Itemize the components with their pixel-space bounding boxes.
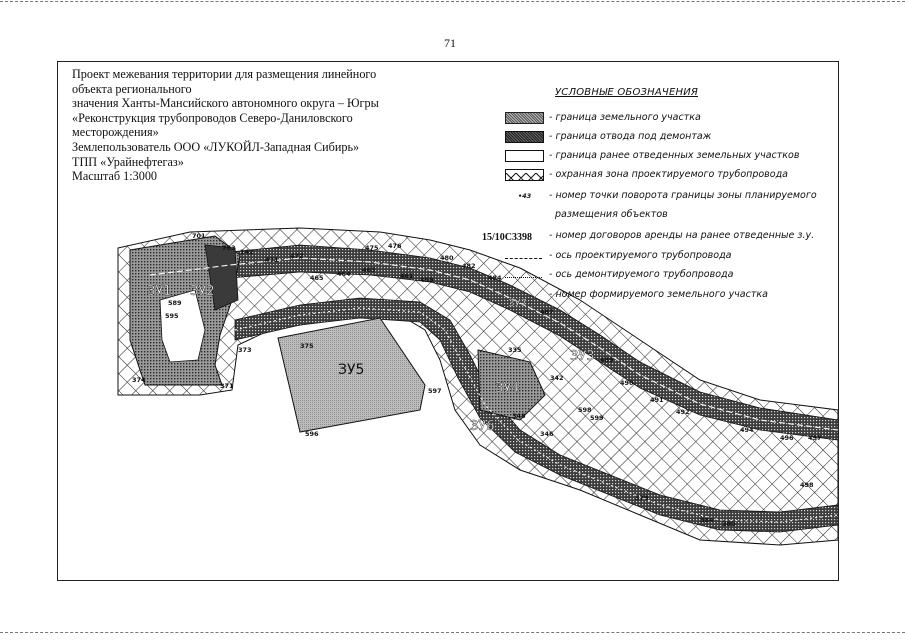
previous-allotment-boundary-symbol bbox=[505, 150, 544, 162]
point-label: 701 bbox=[192, 232, 206, 240]
point-label: 472 bbox=[290, 252, 304, 260]
plot-label-zu5: ЗУ5 bbox=[338, 362, 365, 378]
point-label: 459 bbox=[420, 276, 434, 284]
scan-edge-top bbox=[0, 1, 905, 4]
crosshatch-icon bbox=[506, 173, 543, 181]
point-label: 465 bbox=[310, 274, 324, 282]
legend-item-projected-axis: - ось проектируемого трубопровода bbox=[549, 250, 732, 261]
point-label: 487 bbox=[540, 308, 554, 316]
point-label: 476 bbox=[388, 242, 402, 250]
legend-title: УСЛОВНЫЕ ОБОЗНАЧЕНИЯ bbox=[555, 87, 699, 98]
protection-zone-symbol bbox=[505, 169, 544, 181]
point-label: 371 bbox=[220, 382, 234, 390]
point-label: 498 bbox=[800, 481, 814, 489]
land-plot-boundary-symbol bbox=[505, 112, 544, 124]
point-label: 491 bbox=[650, 396, 664, 404]
point-label: 342 bbox=[550, 374, 564, 382]
plot-label-zu6: ЗУ6 bbox=[470, 419, 495, 434]
title-block bbox=[72, 67, 432, 184]
scan-edge-bottom bbox=[0, 632, 905, 635]
turn-point-symbol: •43 bbox=[518, 192, 532, 200]
title-line: значения Ханты-Мансийского автономного округа – Югры bbox=[72, 96, 379, 111]
legend-item-land-plot: - граница земельного участка bbox=[549, 112, 701, 123]
point-label: 494 bbox=[740, 426, 754, 434]
point-label: 348 bbox=[512, 412, 526, 420]
title-line: объекта регионального bbox=[72, 81, 192, 96]
plot-label-zu2: ЗУ2 bbox=[190, 284, 215, 299]
projected-axis-symbol bbox=[505, 258, 542, 259]
point-label: 380 bbox=[722, 520, 736, 528]
point-label: 142 bbox=[240, 248, 254, 256]
point-label: 471 bbox=[265, 256, 279, 264]
point-label: 461 bbox=[400, 272, 414, 280]
lease-number-symbol: 15/10С3398 bbox=[482, 232, 532, 243]
point-label: 492 bbox=[676, 408, 690, 416]
point-label: 346 bbox=[540, 430, 554, 438]
title-line: ТПП «Урайнефтегаз» bbox=[72, 154, 184, 169]
dismantling-boundary-symbol bbox=[505, 131, 544, 143]
dismantled-axis-symbol bbox=[505, 277, 542, 278]
point-label: 482 bbox=[462, 262, 476, 270]
point-label: 463 bbox=[362, 266, 376, 274]
point-label: 484 bbox=[488, 274, 502, 282]
title-line: Проект межевания территории для размещения линейного bbox=[72, 67, 377, 81]
point-label: 589 bbox=[168, 299, 182, 307]
point-label: 384 bbox=[700, 516, 714, 524]
point-label: 497 bbox=[808, 434, 822, 442]
point-label: 596 bbox=[305, 430, 319, 438]
legend-item-dismantled-axis: - ось демонтируемого трубопровода bbox=[549, 269, 734, 280]
point-label: 475 bbox=[365, 244, 379, 252]
plot-label-zu4: ЗУ4 bbox=[495, 381, 520, 396]
title-line: месторождения» bbox=[72, 125, 159, 140]
plot-label-zu1: ЗУ1 bbox=[147, 284, 172, 299]
page-number: 71 bbox=[444, 36, 456, 50]
legend-item-plot-number: - номер формируемого земельного участка bbox=[549, 289, 768, 300]
legend-item-protection-zone: - охранная зона проектируемого трубопровода bbox=[549, 169, 788, 180]
scale-text: Масштаб 1:3000 bbox=[72, 169, 158, 184]
legend-item-lease-number: - номер договоров аренды на ранее отведенные з.у. bbox=[549, 230, 815, 241]
point-label: 375 bbox=[300, 342, 314, 350]
point-label: 703 bbox=[222, 244, 236, 252]
point-label: 373 bbox=[238, 346, 252, 354]
point-label: 489 bbox=[600, 356, 614, 364]
plot-label-zu7: ЗУ7 bbox=[508, 298, 527, 309]
point-label: 496 bbox=[780, 434, 794, 442]
legend-item-previous-allotment: - граница ранее отведенных земельных участков bbox=[549, 150, 800, 161]
title-line: Землепользователь ООО «ЛУКОЙЛ-Западная Сибирь» bbox=[72, 139, 360, 154]
point-label: 597 bbox=[428, 387, 442, 395]
plot-label-zu3: ЗУ3 bbox=[570, 349, 595, 364]
point-label: 464 bbox=[337, 270, 351, 278]
legend-item-turn-point-cont: размещения объектов bbox=[555, 209, 668, 220]
point-label: 480 bbox=[440, 254, 454, 262]
point-label: 595 bbox=[165, 312, 179, 320]
legend-item-dismantling: - граница отвода под демонтаж bbox=[549, 131, 712, 142]
point-label: 490 bbox=[620, 379, 634, 387]
title-line: «Реконструкция трубопроводов Северо-Даниловского bbox=[72, 110, 353, 125]
point-label: 598 bbox=[578, 406, 592, 414]
point-label: 374 bbox=[132, 376, 146, 384]
point-label: 379 bbox=[635, 494, 649, 502]
legend-item-turn-point: - номер точки поворота границы зоны планируемого bbox=[549, 190, 817, 201]
point-label: 599 bbox=[590, 414, 604, 422]
point-label: 335 bbox=[508, 346, 522, 354]
